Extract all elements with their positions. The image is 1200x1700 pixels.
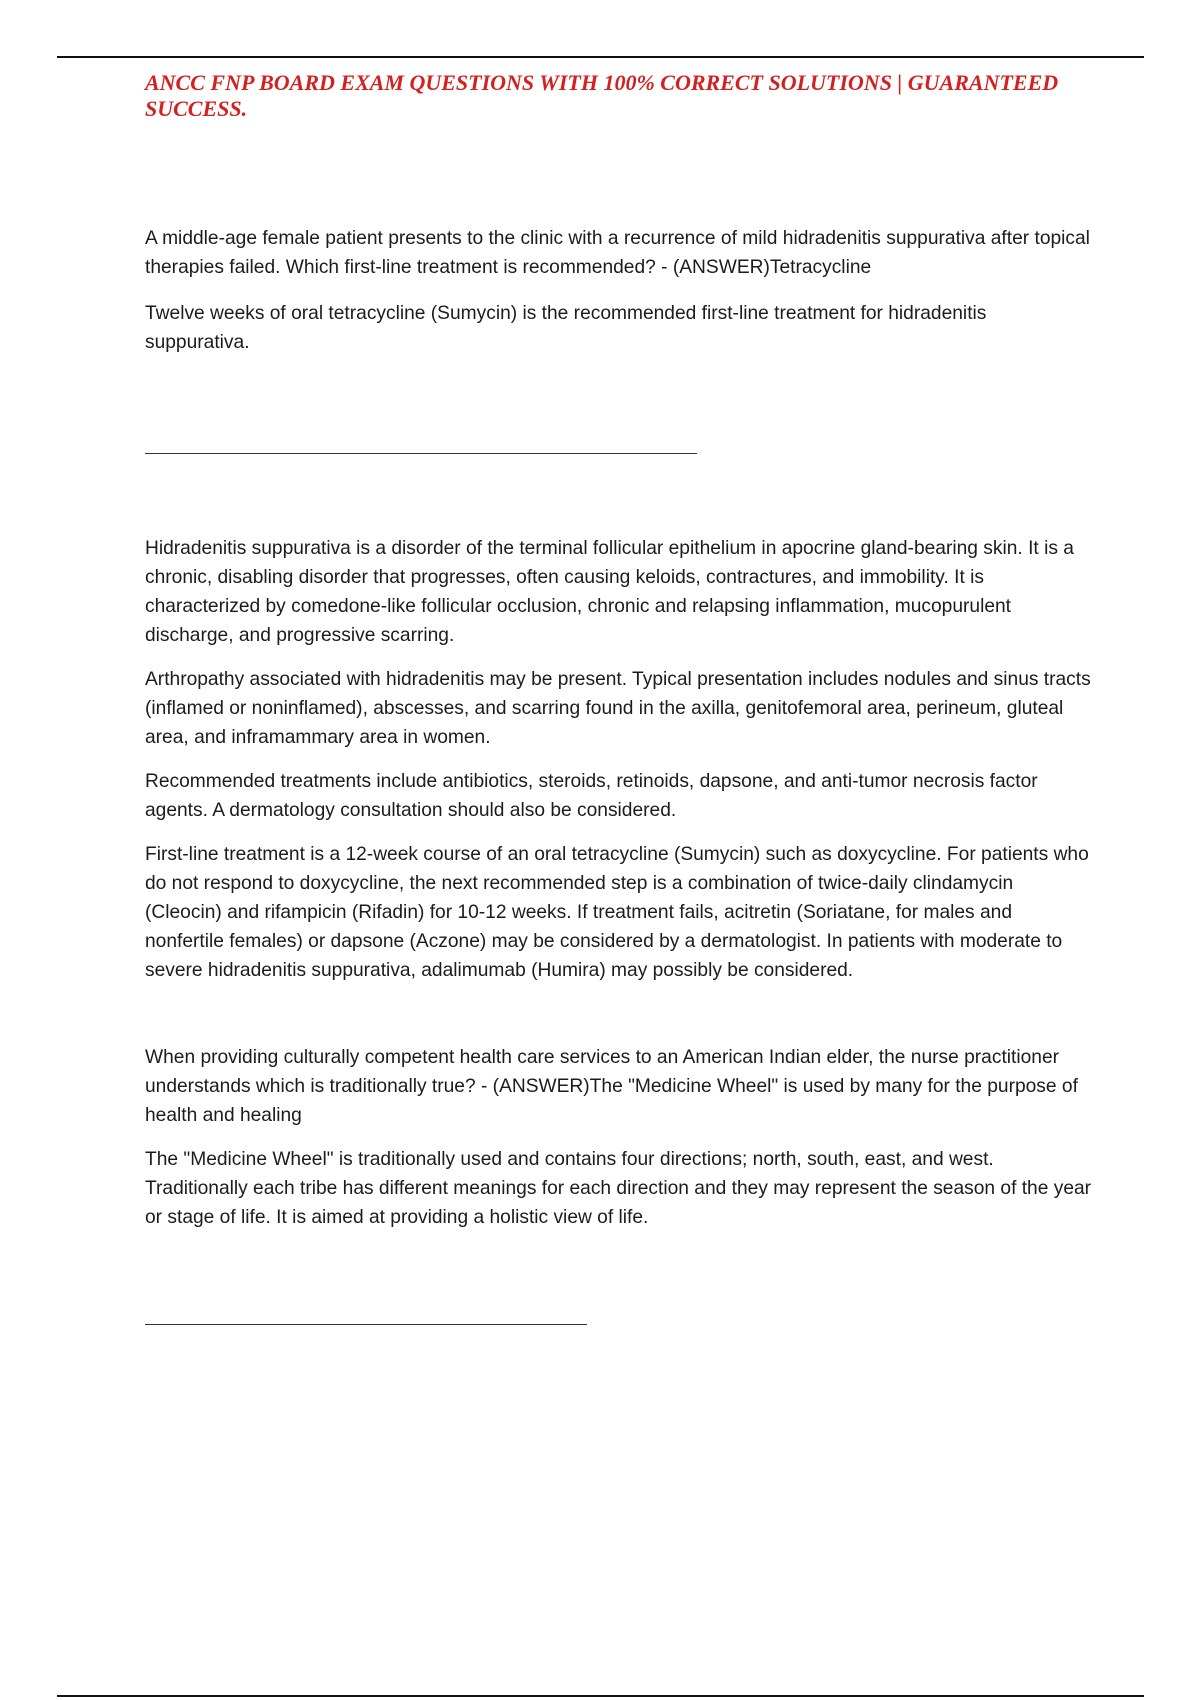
top-rule: [57, 56, 1144, 58]
question-2: When providing culturally competent health care services to an American Indian elder, the nurse practitioner understands which is traditionally true? - (ANSWER)The "Medicine Wheel" is used by many for the purpose of health and healing: [145, 1047, 1078, 1126]
document-body: [145, 224, 1095, 1325]
question-2-explanation: The "Medicine Wheel" is traditionally used and contains four directions; north, south, east, and west. Traditionally each tribe has different meanings for each direction and they may represent the season of the year or stage of life. It is aimed at providing a holistic view of life.: [145, 1149, 1092, 1228]
question-1-explanation: Twelve weeks of oral tetracycline (Sumycin) is the recommended first-line treatment for hidradenitis suppurativa.: [145, 303, 987, 353]
separator-line: [145, 453, 697, 454]
info-paragraph-2: Arthropathy associated with hidradenitis may be present. Typical presentation includes nodules and sinus tracts (inflamed or noninflamed), abscesses, and scarring found in the axilla, genitofemoral area, perineum, gluteal area, and inframammary area in women.: [145, 669, 1091, 748]
bottom-rule: [57, 1695, 1144, 1697]
separator-line: [145, 1324, 587, 1325]
question-1: A middle-age female patient presents to the clinic with a recurrence of mild hidradenitis suppurativa after topical therapies failed. Which first-line treatment is recommended? - (ANSWER)Tetracycline: [145, 228, 1090, 278]
info-paragraph-1: Hidradenitis suppurativa is a disorder of the terminal follicular epithelium in apocrine gland-bearing skin. It is a chronic, disabling disorder that progresses, often causing keloids, contractures, and immobility. It is characterized by comedone-like follicular occlusion, chronic and relapsing inflammation, mucopurulent discharge, and progressive scarring.: [145, 538, 1074, 646]
info-paragraph-4: First-line treatment is a 12-week course of an oral tetracycline (Sumycin) such as doxycycline. For patients who do not respond to doxycycline, the next recommended step is a combination of twice-daily clindamycin (Cleocin) and rifampicin (Rifadin) for 10-12 weeks. If treatment fails, acitretin (Soriatane, for males and nonfertile females) or dapsone (Aczone) may be considered by a dermatologist. In patients with moderate to severe hidradenitis suppurativa, adalimumab (Humira) may possibly be considered.: [145, 844, 1089, 981]
header-title: ANCC FNP BOARD EXAM QUESTIONS WITH 100% CORRECT SOLUTIONS | GUARANTEED SUCCESS.: [145, 70, 1059, 121]
info-paragraph-3: Recommended treatments include antibiotics, steroids, retinoids, dapsone, and anti-tumor necrosis factor agents. A dermatology consultation should also be considered.: [145, 771, 1038, 821]
